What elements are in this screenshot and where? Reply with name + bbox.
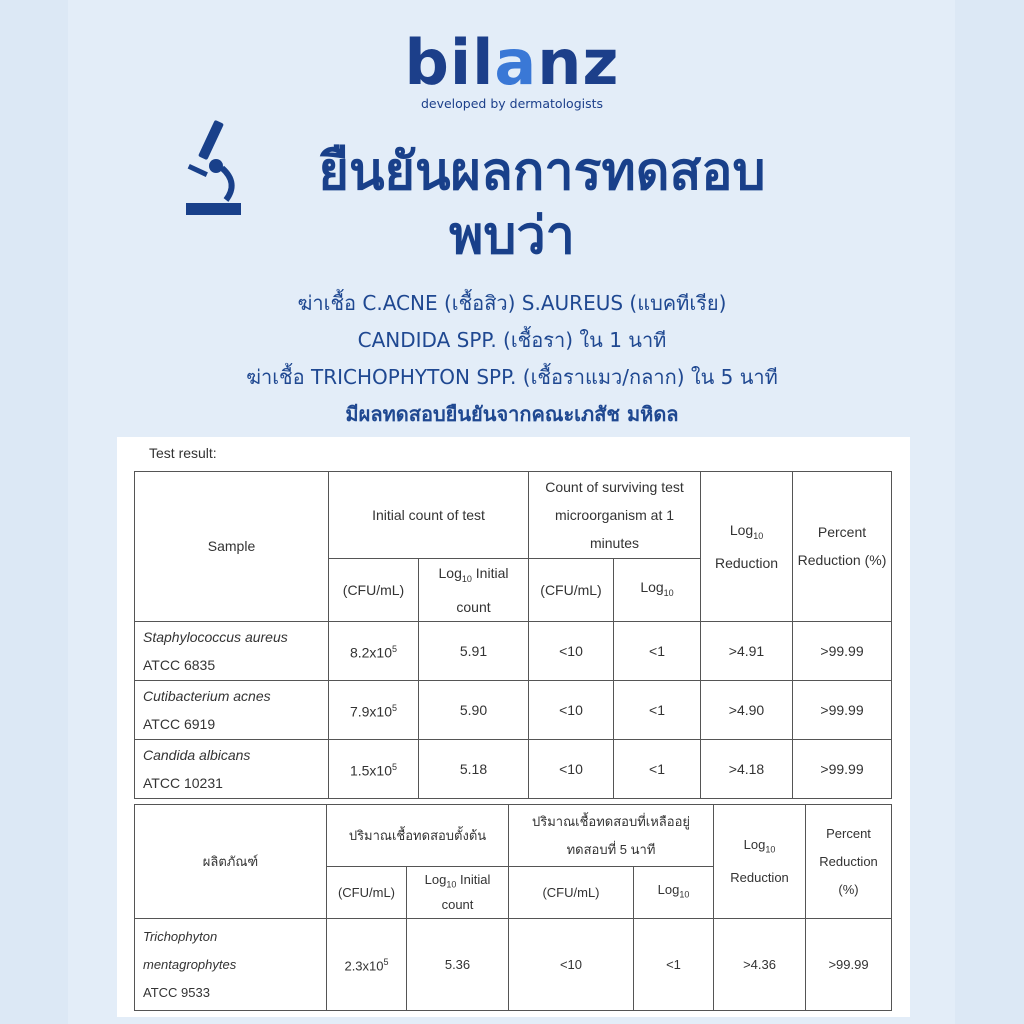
- table-cell: (CFU/mL): [327, 867, 407, 919]
- table-cell: >99.99: [806, 919, 892, 1011]
- table-cell: (CFU/mL): [509, 867, 634, 919]
- header-percent: Percent Reduction (%): [793, 472, 892, 622]
- table-cell: mentagrophytes: [143, 956, 237, 972]
- table-cell: $8.2x10^5$: [329, 621, 419, 680]
- table-row: [135, 680, 892, 739]
- table-cell: <10: [529, 621, 614, 680]
- test-result-document: [117, 437, 910, 1017]
- table-cell: Percent Reduction (%): [806, 805, 892, 919]
- table-cell: >4.18: [701, 739, 793, 798]
- table-cell: >4.91: [701, 621, 793, 680]
- table-cell: ATCC 9533: [143, 984, 210, 1000]
- table-cell: 5.36: [407, 919, 509, 1011]
- table-cell: <10: [529, 739, 614, 798]
- table-cell: nz: [537, 26, 620, 99]
- table-cell: <1: [614, 739, 701, 798]
- table-cell: มีผลทดสอบยืนยันจากคณะเภสัช มหิดล: [345, 402, 679, 426]
- table-cell: 5.90: [419, 680, 529, 739]
- table-cell: >4.36: [714, 919, 806, 1011]
- table-cell: ปริมาณเชื้อทดสอบที่เหลืออยู่ ทดสอบที่ 5 นาที: [509, 805, 714, 867]
- table-cell: (CFU/mL): [329, 559, 419, 622]
- table-cell: ผลิตภัณฑ์: [135, 805, 327, 919]
- headline: [0, 140, 1024, 268]
- results-table-1: [134, 471, 892, 799]
- table-cell: $7.9x10^5$: [329, 680, 419, 739]
- table-row: [135, 739, 892, 798]
- table-cell: (CFU/mL): [529, 559, 614, 622]
- table-cell: Staphylococcus aureus: [143, 628, 288, 645]
- table-cell: >99.99: [793, 621, 892, 680]
- table-cell: Log$_{10}$ Initial count: [419, 559, 529, 622]
- table-cell: Trichophyton: [143, 928, 218, 944]
- table-cell: Log$_{10}$: [614, 559, 701, 622]
- header-surviving: Count of surviving test microorganism at 1 minutes: [529, 472, 701, 559]
- table-cell: <1: [614, 621, 701, 680]
- table-cell: <10: [509, 919, 634, 1011]
- table-cell: ยืนยันผลการทดสอบ: [318, 142, 766, 202]
- table-cell: ฆ่าเชื้อ C.ACNE (เชื้อสิว) S.AUREUS (แบคทีเรีย): [297, 291, 727, 315]
- table-cell: <1: [634, 919, 714, 1011]
- table-cell: พบว่า: [449, 206, 575, 266]
- caption: Test result:: [149, 445, 217, 461]
- table-row: [135, 919, 892, 1011]
- table-cell: Cutibacterium acnes: [143, 687, 271, 704]
- table-cell: Log$_{10}$ Reduction: [714, 805, 806, 919]
- brand-tagline: developed by dermatologists: [420, 96, 604, 111]
- table-cell: ฆ่าเชื้อ TRICHOPHYTON SPP. (เชื้อราแมว/กลาก) ใน 5 นาที: [246, 365, 778, 389]
- table-cell: Candida albicans: [143, 746, 251, 763]
- table-cell: 5.18: [419, 739, 529, 798]
- header-sample: Sample: [135, 472, 329, 622]
- table-cell: bil: [404, 26, 495, 99]
- table-cell: $1.5x10^5$: [329, 739, 419, 798]
- table-cell: a: [494, 26, 538, 99]
- table-cell: CANDIDA SPP. (เชื้อรา) ใน 1 นาที: [357, 328, 667, 352]
- table-cell: Log$_{10}$: [634, 867, 714, 919]
- table-row: [135, 621, 892, 680]
- header-initial: Initial count of test: [329, 472, 529, 559]
- claims-text: [0, 285, 1024, 433]
- results-table-2: [134, 804, 892, 1011]
- table-cell: >99.99: [793, 739, 892, 798]
- table-cell: ATCC 6835: [143, 656, 216, 673]
- table-cell: ปริมาณเชื้อทดสอบตั้งต้น: [327, 805, 509, 867]
- table-cell: <10: [529, 680, 614, 739]
- table-cell: >4.90: [701, 680, 793, 739]
- table-cell: Log$_{10}$ Initial count: [407, 867, 509, 919]
- table-cell: $2.3x10^5$: [327, 919, 407, 1011]
- table-cell: ATCC 10231: [143, 774, 223, 791]
- brand-logo: [0, 28, 1024, 111]
- table-cell: ATCC 6919: [143, 715, 216, 732]
- table-cell: <1: [614, 680, 701, 739]
- table-cell: >99.99: [793, 680, 892, 739]
- table-cell: 5.91: [419, 621, 529, 680]
- header-log-reduction: Log$_{10}$ Reduction: [701, 472, 793, 622]
